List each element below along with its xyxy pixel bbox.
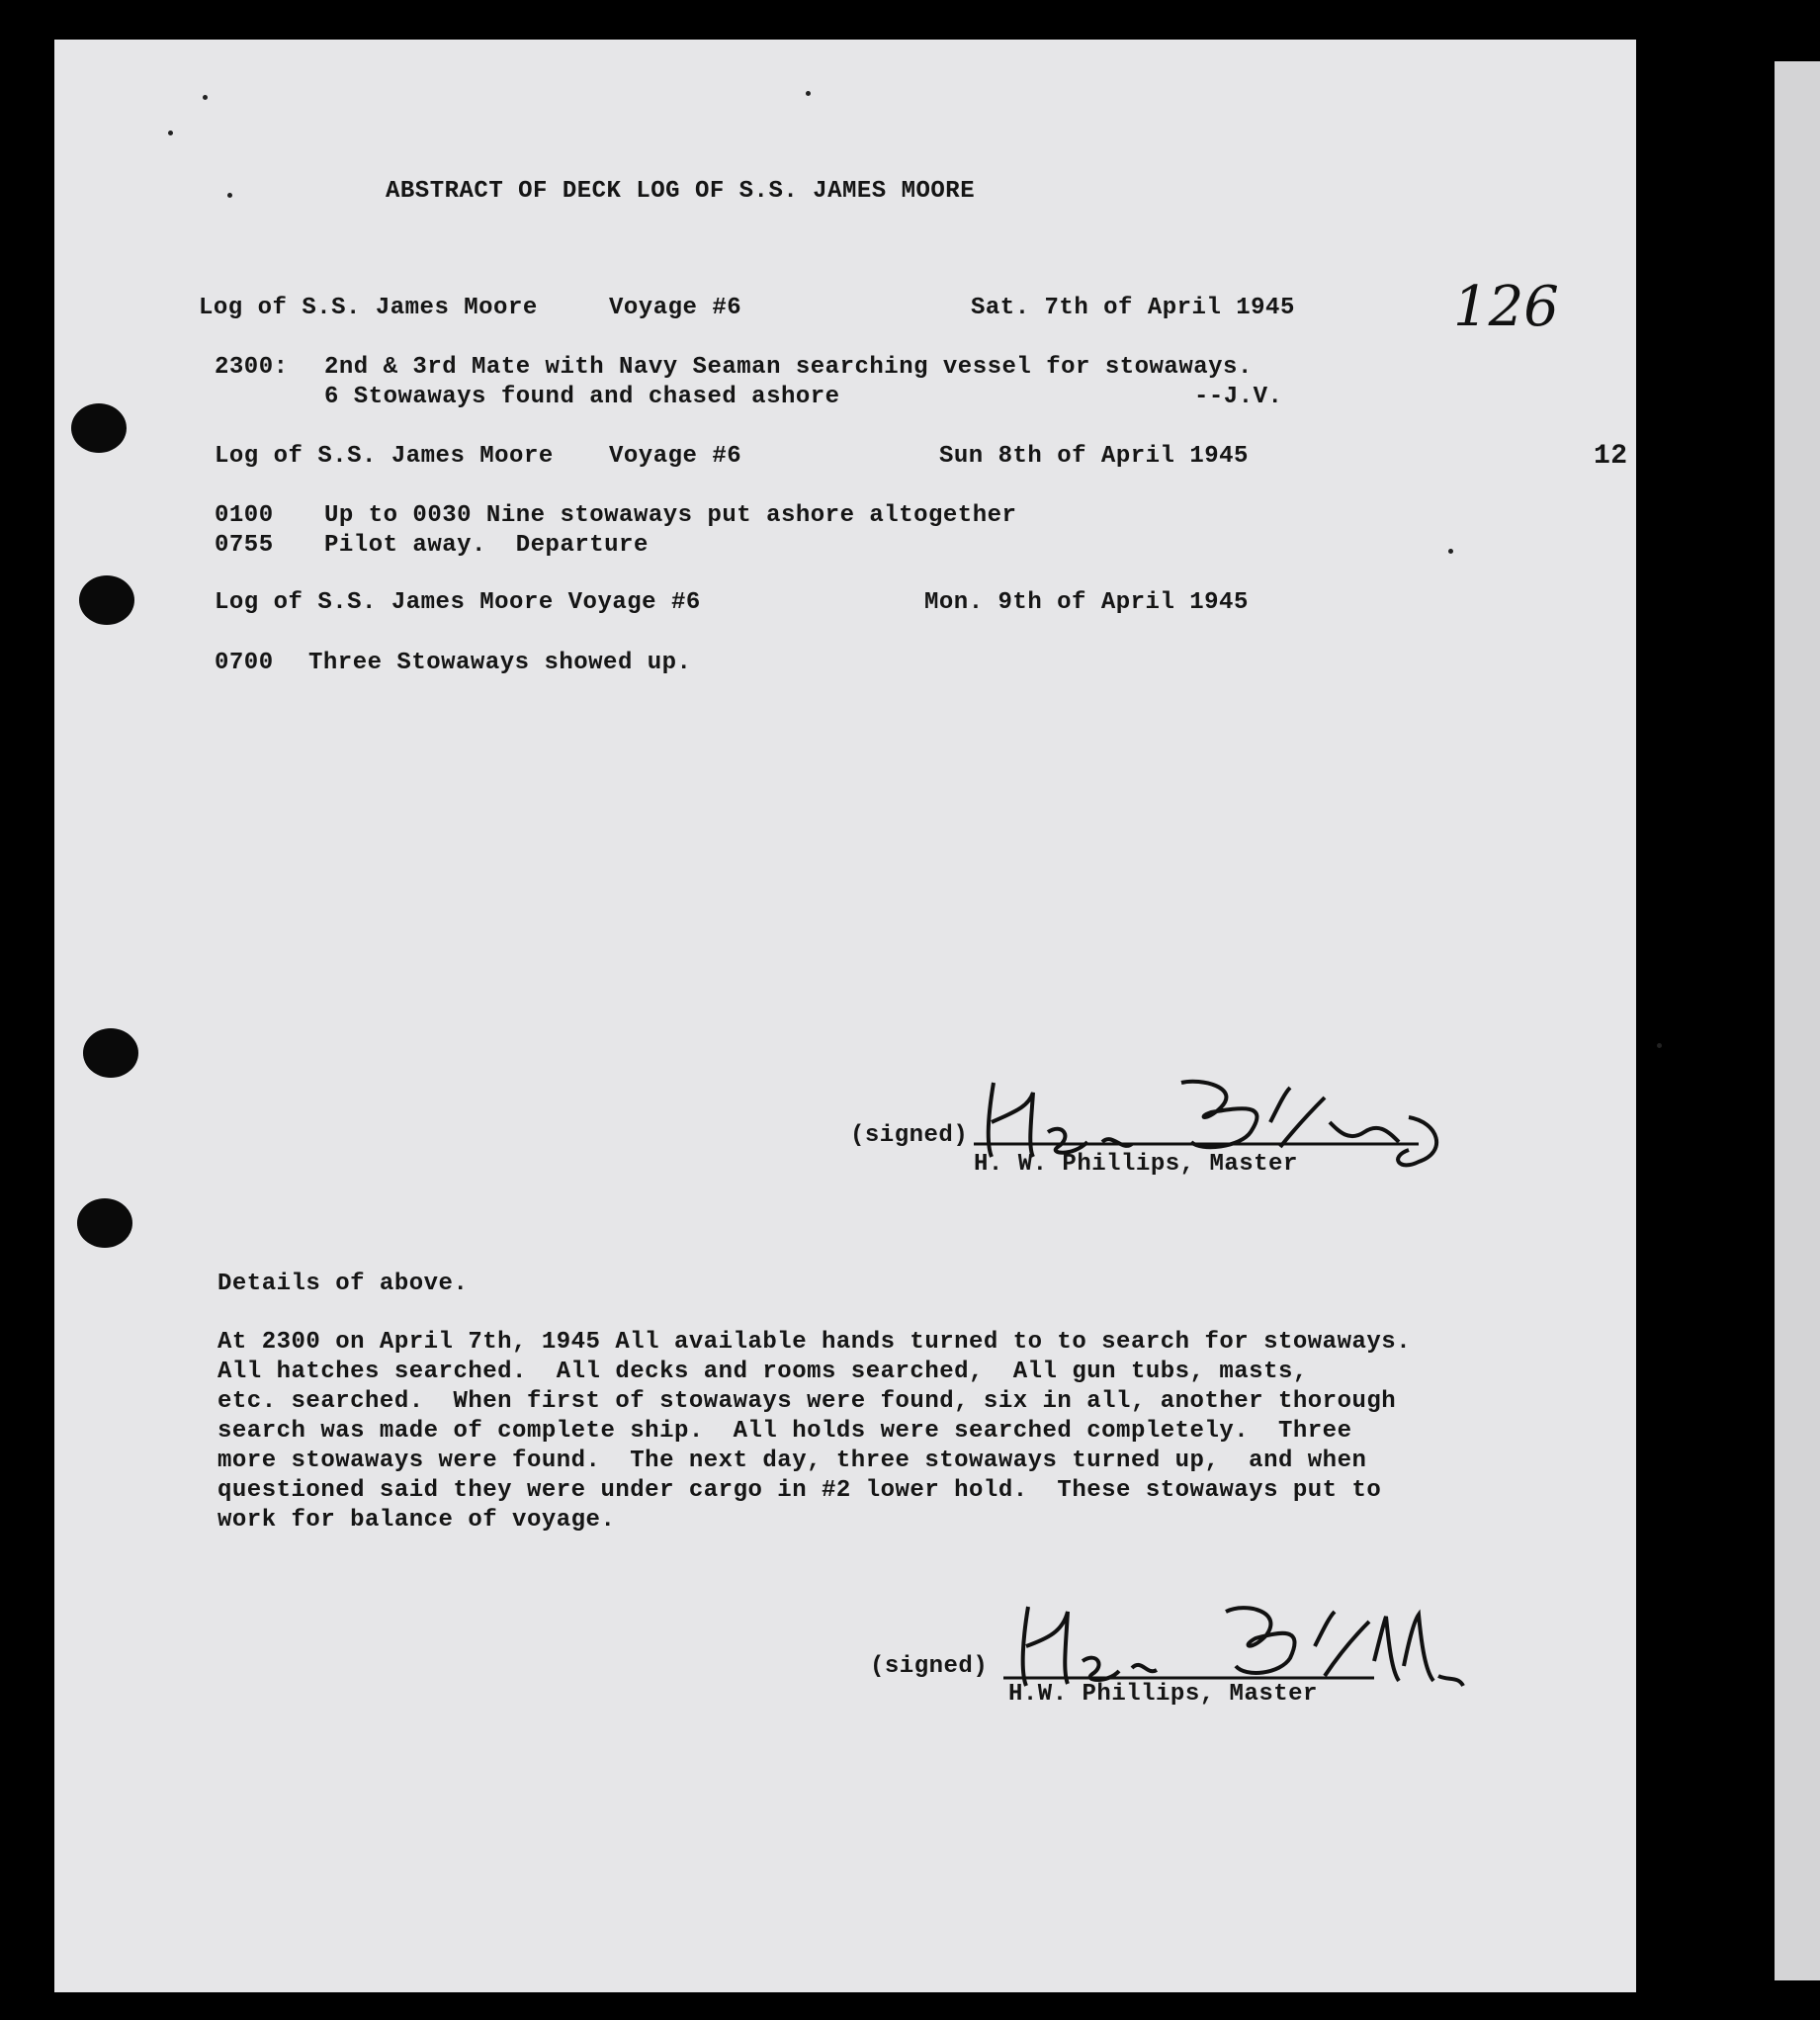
signature-1-prefix: (signed) [850, 1122, 969, 1149]
entry-2-header-left: Log of S.S. James Moore [215, 443, 554, 470]
entry-1-line-2-text: 6 Stowaways found and chased ashore [324, 384, 840, 410]
entry-2-date: Sun 8th of April 1945 [939, 443, 1249, 470]
document-title: ABSTRACT OF DECK LOG OF S.S. JAMES MOORE [386, 178, 976, 205]
punch-hole-2 [79, 575, 134, 625]
entry-3-line-1-time: 0700 [215, 650, 274, 676]
entry-1-header-left: Log of S.S. James Moore [199, 295, 538, 321]
details-line-7: work for balance of voyage. [217, 1507, 616, 1534]
entry-1-line-1-time: 2300: [215, 354, 289, 381]
entry-3-header-left: Log of S.S. James Moore Voyage #6 [215, 589, 701, 616]
details-line-1: At 2300 on April 7th, 1945 All available hands turned to to search for stowaways. [217, 1329, 1412, 1356]
signature-1-name: H. W. Phillips, Master [974, 1151, 1298, 1178]
signature-2-name: H.W. Phillips, Master [1008, 1681, 1318, 1708]
entry-2-line-2-text: Pilot away. Departure [324, 532, 649, 559]
adjacent-page-edge [1775, 61, 1820, 1980]
entry-3-date: Mon. 9th of April 1945 [924, 589, 1249, 616]
signature-2-handwriting [998, 1587, 1513, 1696]
punch-hole-3 [83, 1028, 138, 1078]
details-line-3: etc. searched. When first of stowaways were found, six in all, another thorough [217, 1388, 1397, 1415]
entry-1-voyage: Voyage #6 [609, 295, 742, 321]
punch-hole-1 [71, 403, 127, 453]
details-line-6: questioned said they were under cargo in #2 lower hold. These stowaways put to [217, 1477, 1382, 1504]
entry-1-initials: --J.V. [1194, 384, 1283, 410]
entry-1-line-1-text: 2nd & 3rd Mate with Navy Seaman searching vessel for stowaways. [324, 354, 1253, 381]
signature-2-prefix: (signed) [870, 1653, 989, 1680]
entry-2-line-2-time: 0755 [215, 532, 274, 559]
page-number: 126 [1453, 275, 1559, 339]
entry-3-line-1-text: Three Stowaways showed up. [308, 650, 692, 676]
entry-2-voyage: Voyage #6 [609, 443, 742, 470]
entry-1-date: Sat. 7th of April 1945 [971, 295, 1295, 321]
document-page [54, 40, 1636, 1992]
entry-2-line-1-text: Up to 0030 Nine stowaways put ashore altogether [324, 502, 1017, 529]
details-line-4: search was made of complete ship. All holds were searched completely. Three [217, 1418, 1352, 1445]
punch-hole-4 [77, 1198, 132, 1248]
details-line-2: All hatches searched. All decks and rooms searched, All gun tubs, masts, [217, 1359, 1308, 1385]
details-heading: Details of above. [217, 1271, 469, 1297]
margin-mark: 12 [1594, 441, 1628, 472]
details-line-5: more stowaways were found. The next day, three stowaways turned up, and when [217, 1448, 1367, 1474]
entry-2-line-1-time: 0100 [215, 502, 274, 529]
